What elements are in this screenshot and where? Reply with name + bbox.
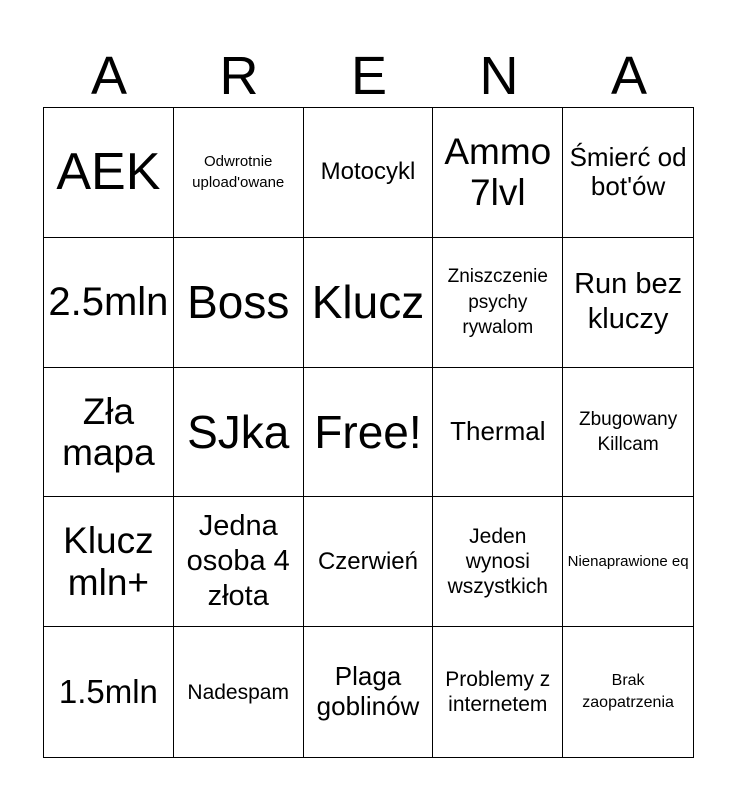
bingo-grid xyxy=(43,107,694,758)
bingo-cell[interactable]: Plaga goblinów xyxy=(304,627,434,757)
bingo-cell[interactable]: Boss xyxy=(174,238,304,368)
header-letter: N xyxy=(479,46,519,106)
bingo-cell[interactable]: AEK xyxy=(44,108,174,238)
bingo-cell[interactable]: Zniszczenie psychy rywalom xyxy=(433,238,563,368)
bingo-cell[interactable]: Run bez kluczy xyxy=(563,238,693,368)
bingo-cell[interactable]: Klucz mln+ xyxy=(44,497,174,627)
bingo-cell[interactable]: Thermal xyxy=(433,368,563,498)
bingo-cell[interactable]: Jeden wynosi wszystkich xyxy=(433,497,563,627)
header-letter: A xyxy=(90,46,128,106)
bingo-cell[interactable]: Odwrotnie upload'owane xyxy=(174,108,304,238)
bingo-cell[interactable]: Klucz xyxy=(304,238,434,368)
bingo-cell[interactable]: Nadespam xyxy=(174,627,304,757)
bingo-cell[interactable]: Free! xyxy=(304,368,434,498)
bingo-cell[interactable]: 2.5mln xyxy=(44,238,174,368)
header-letter: R xyxy=(219,46,259,106)
bingo-cell[interactable]: 1.5mln xyxy=(44,627,174,757)
bingo-cell[interactable]: Motocykl xyxy=(304,108,434,238)
bingo-cell[interactable]: Zbugowany Killcam xyxy=(563,368,693,498)
bingo-cell[interactable]: Ammo 7lvl xyxy=(433,108,563,238)
bingo-cell[interactable]: Nienaprawione eq xyxy=(563,497,693,627)
bingo-header xyxy=(44,44,694,108)
header-letter: E xyxy=(350,46,388,106)
bingo-cell[interactable]: Problemy z internetem xyxy=(433,627,563,757)
header-letter: A xyxy=(610,46,648,106)
bingo-cell[interactable]: Brak zaopatrzenia xyxy=(582,671,674,712)
bingo-cell[interactable]: Zła mapa xyxy=(44,368,174,498)
bingo-cell[interactable]: Śmierć od bot'ów xyxy=(563,108,693,238)
bingo-cell[interactable]: Jedna osoba 4 złota xyxy=(174,497,304,627)
bingo-cell[interactable]: SJka xyxy=(174,368,304,498)
bingo-cell[interactable]: Czerwień xyxy=(304,497,434,627)
